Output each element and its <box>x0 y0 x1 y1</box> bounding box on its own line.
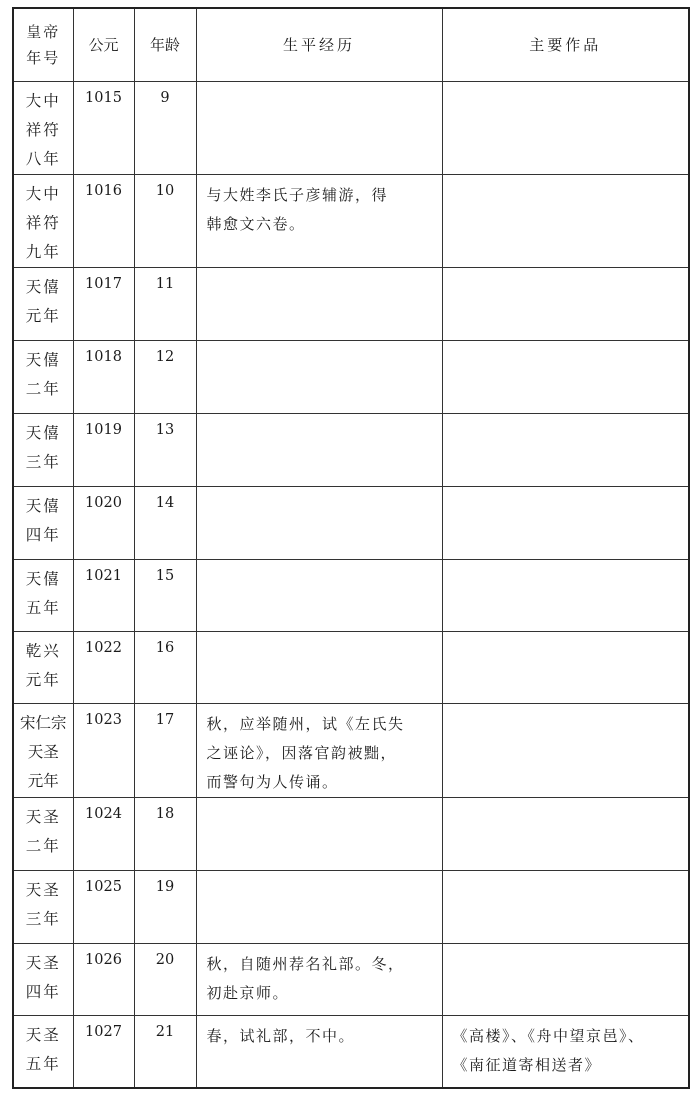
table-row <box>13 870 689 943</box>
age-cell: 14 <box>134 486 196 559</box>
age-cell: 11 <box>134 267 196 340</box>
era-line: 元年 <box>27 771 59 790</box>
events-cell <box>196 703 442 797</box>
era-line: 元年 <box>25 306 61 325</box>
year-cell: 1024 <box>73 797 134 870</box>
year-cell: 1027 <box>73 1015 134 1088</box>
table-row <box>13 81 689 174</box>
table-row <box>13 486 689 559</box>
events-cell <box>196 1015 442 1088</box>
era-line: 天僖 <box>25 350 61 369</box>
chronology-table <box>12 7 690 1089</box>
era-line: 九年 <box>25 242 61 261</box>
events-cell <box>196 174 442 267</box>
table-row <box>13 267 689 340</box>
year-cell: 1022 <box>73 631 134 703</box>
table-row <box>13 703 689 797</box>
era-line: 四年 <box>25 982 61 1001</box>
table-row <box>13 413 689 486</box>
era-line: 宋仁宗 <box>19 713 67 732</box>
events-cell <box>196 81 442 174</box>
events-cell <box>196 797 442 870</box>
era-line: 天僖 <box>25 569 61 588</box>
works-line: 《高楼》、《舟中望京邑》、 <box>452 1026 645 1045</box>
era-line: 元年 <box>25 670 61 689</box>
era-line: 天圣 <box>27 742 59 761</box>
header-era-line2: 年号 <box>26 48 61 67</box>
events-cell <box>196 559 442 631</box>
age-cell: 17 <box>134 703 196 797</box>
era-cell <box>13 267 73 340</box>
works-cell <box>442 174 689 267</box>
works-line: 《南征道寄相送者》 <box>452 1055 602 1074</box>
events-line: 初赴京师。 <box>206 983 290 1002</box>
era-cell <box>13 81 73 174</box>
era-cell <box>13 1015 73 1088</box>
era-line: 四年 <box>25 525 61 544</box>
era-cell <box>13 559 73 631</box>
events-line: 秋，自随州荐名礼部。冬， <box>206 954 405 973</box>
era-line: 二年 <box>25 379 61 398</box>
era-line: 三年 <box>25 909 61 928</box>
events-line: 之诬论》，因落官韵被黜， <box>206 743 398 762</box>
era-line: 祥符 <box>25 120 61 139</box>
year-cell: 1017 <box>73 267 134 340</box>
events-line: 秋，应举随州，试《左氏失 <box>206 714 405 733</box>
events-cell <box>196 413 442 486</box>
works-cell <box>442 486 689 559</box>
works-cell <box>442 943 689 1015</box>
works-cell <box>442 340 689 413</box>
header-row <box>13 8 689 81</box>
era-cell <box>13 703 73 797</box>
works-cell <box>442 413 689 486</box>
era-line: 天僖 <box>25 423 61 442</box>
header-works: 主要作品 <box>442 8 689 81</box>
year-cell: 1018 <box>73 340 134 413</box>
events-line: 与大姓李氏子彦辅游，得 <box>206 185 389 204</box>
year-cell: 1019 <box>73 413 134 486</box>
header-year: 公元 <box>73 8 134 81</box>
era-cell <box>13 174 73 267</box>
age-cell: 21 <box>134 1015 196 1088</box>
era-line: 八年 <box>25 149 61 168</box>
era-line: 大中 <box>25 91 61 110</box>
era-line: 二年 <box>25 836 61 855</box>
era-cell <box>13 631 73 703</box>
age-cell: 9 <box>134 81 196 174</box>
header-era <box>13 8 73 81</box>
events-cell <box>196 870 442 943</box>
era-line: 乾兴 <box>25 641 61 660</box>
events-line: 春，试礼部，不中。 <box>206 1026 356 1045</box>
year-cell: 1025 <box>73 870 134 943</box>
events-line: 而警句为人传诵。 <box>206 772 339 791</box>
works-cell <box>442 559 689 631</box>
events-cell <box>196 631 442 703</box>
header-events: 生平经历 <box>196 8 442 81</box>
era-line: 天僖 <box>25 277 61 296</box>
age-cell: 12 <box>134 340 196 413</box>
works-cell <box>442 631 689 703</box>
works-cell <box>442 703 689 797</box>
era-cell <box>13 797 73 870</box>
age-cell: 13 <box>134 413 196 486</box>
age-cell: 15 <box>134 559 196 631</box>
age-cell: 16 <box>134 631 196 703</box>
era-cell <box>13 340 73 413</box>
table-row <box>13 631 689 703</box>
age-cell: 19 <box>134 870 196 943</box>
era-line: 天圣 <box>25 953 61 972</box>
era-line: 天圣 <box>25 807 61 826</box>
age-cell: 20 <box>134 943 196 1015</box>
events-cell <box>196 340 442 413</box>
era-cell <box>13 870 73 943</box>
age-cell: 10 <box>134 174 196 267</box>
events-cell <box>196 267 442 340</box>
era-line: 五年 <box>25 1054 61 1073</box>
year-cell: 1020 <box>73 486 134 559</box>
era-line: 五年 <box>25 598 61 617</box>
year-cell: 1026 <box>73 943 134 1015</box>
works-cell <box>442 267 689 340</box>
table-row <box>13 559 689 631</box>
year-cell: 1021 <box>73 559 134 631</box>
events-cell <box>196 943 442 1015</box>
events-line: 韩愈文六卷。 <box>206 214 306 233</box>
year-cell: 1015 <box>73 81 134 174</box>
table-body <box>13 81 689 1088</box>
works-cell <box>442 870 689 943</box>
works-cell <box>442 1015 689 1088</box>
header-era-line1: 皇帝 <box>26 22 61 41</box>
table-row <box>13 943 689 1015</box>
works-cell <box>442 81 689 174</box>
era-line: 天圣 <box>25 1025 61 1044</box>
year-cell: 1016 <box>73 174 134 267</box>
era-line: 天僖 <box>25 496 61 515</box>
age-cell: 18 <box>134 797 196 870</box>
table-row <box>13 340 689 413</box>
era-line: 天圣 <box>25 880 61 899</box>
era-line: 祥符 <box>25 213 61 232</box>
works-cell <box>442 797 689 870</box>
era-cell <box>13 943 73 1015</box>
era-cell <box>13 486 73 559</box>
year-cell: 1023 <box>73 703 134 797</box>
table-row <box>13 174 689 267</box>
header-age: 年龄 <box>134 8 196 81</box>
era-cell <box>13 413 73 486</box>
events-cell <box>196 486 442 559</box>
table-row <box>13 797 689 870</box>
table-row <box>13 1015 689 1088</box>
era-line: 大中 <box>25 184 61 203</box>
era-line: 三年 <box>25 452 61 471</box>
